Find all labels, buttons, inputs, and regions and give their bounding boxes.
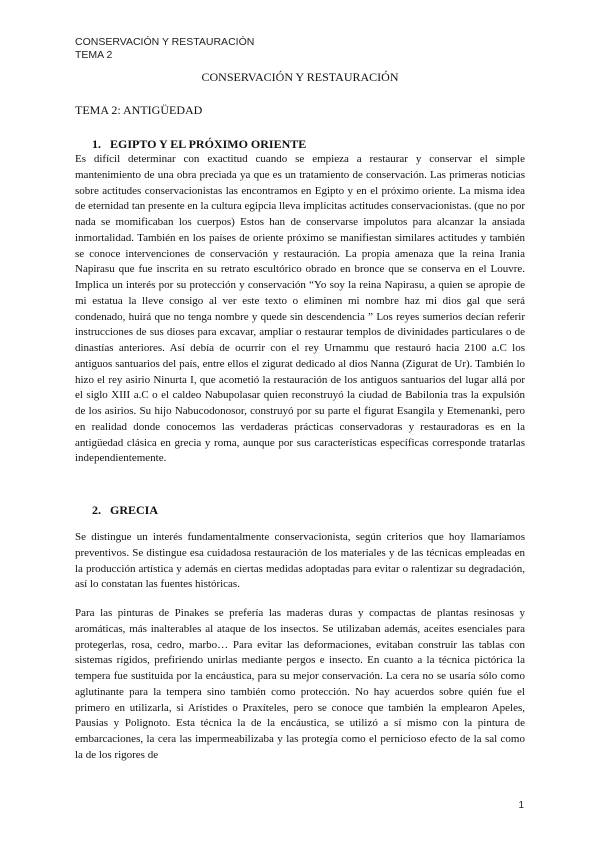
paragraph-egipto: Es difícil determinar con exactitud cuando se empieza a restaurar y conservar el simple mantenimiento de una obra preciada ya que es un tratamiento de conservación. Las primeras noticias sobre actitudes conservacionistas las encontramos en Egipto y en el próximo oriente. La misma idea de eternidad tan presente en la cultura egipcia lleva implícitas actitudes conservacionistas. (que no por nada se momificaban los cuerpos) Estos han de conservarse impolutos para alcanzar la ansiada inmortalidad. También en los países de oriente próximo se manifiestan similares actitudes y también se conoce intervenciones de conservación y restauración. La propia amenaza que la reina Irania Napirasu que fue inscrita en su retrato escultórico obrado en bronce que se conserva en el Louvre. Implica un interés por su protección y conservación “Yo soy la reina Napirasu, a quien se apropie de mi estatua la lleve consigo al ver este texto o eliminen mi nombre haz mi dios gal que será condenado, huirá que no tenga nombre y quede sin descendencia ” Los reyes sumerios decían referir instrucciones de sus dioses para excavar, ampliar o restaurar templos de divinidades particulares o de dinastías anteriores. Así debía de ocurrir con el rey Urnammu que restauró hacia 2100 a.C los antiguos santuarios del país, entre ellos el zigurat dedicado al dios Nanna (Zigurat de Ur). También lo hizo el rey asirio Ninurta I, que acometió la restauración de los antiguos santuarios del lugar allá por el siglo XIII a.C o el caldeo Nabupolasar quien reconstruyó la ciudad de Babilonia tras la expulsión de los asirios. Su hijo Nabucodonosor, construyó por su parte el figurat Esangila y Etemenanki, pero en realidad donde conocemos las verdaderas prácticas conservadoras y restauradoras es en la antigüedad clásica en grecia y roma, aunque por sus características específicas corresponde tratarlas independientemente. xyxy=(75,153,525,465)
section-heading-grecia xyxy=(92,503,158,518)
paragraph-grecia-2: Para las pinturas de Pinakes se prefería las maderas duras y compactas de plantas resinosas y aromáticas, más inalterables al ataque de los insectos. Se utilizaban además, aceites esenciales para protegerlas, rosa, cedro, marbo… Para evitar las deformaciones, evitaban construir las tablas con sistemas rígidos, prefiriendo unirlas mediante pergos e insecto. En cuanto a la técnica pictórica la tempera fue sustituida por la encáustica, para su mejor conservación. La cera no se usaría sólo como aglutinante para la tempera sino también como protección. No hay acuerdos sobre quién fue el primero en utilizarla, si Arístides o Praxíteles, pero se conoce que también la emplearon Apeles, Pausias y Polignoto. Esta técnica la de la encáustica, se utilizó a sí mismo con la pintura de embarcaciones, la cera las impermeabilizaba y las protegía como el pernicioso efecto de la sal como la de los rigores de xyxy=(75,607,525,761)
section-number: 1. xyxy=(92,137,101,151)
section-title: EGIPTO Y EL PRÓXIMO ORIENTE xyxy=(110,137,307,151)
header-course: CONSERVACIÓN Y RESTAURACIÓN xyxy=(75,36,255,48)
paragraph-grecia-1: Se distingue un interés fundamentalmente conservacionista, según criterios que hoy llamaríamos preventivos. Se distingue esa cuidadosa restauración de los materiales y de las técnicas empleadas en la producción artística y además en ciertas medidas adoptadas para evitar o ralentizar su degradación, así lo constatan las fuentes históricas. xyxy=(75,531,525,591)
topic-title: TEMA 2: ANTIGÜEDAD xyxy=(75,103,203,117)
document-title: CONSERVACIÓN Y RESTAURACIÓN xyxy=(201,70,399,84)
section-title: GRECIA xyxy=(110,503,159,517)
header-topic: TEMA 2 xyxy=(75,49,113,61)
section-number: 2. xyxy=(92,503,101,517)
running-header xyxy=(75,36,254,62)
page-number: 1 xyxy=(518,800,524,811)
section-heading-egipto xyxy=(92,137,306,152)
